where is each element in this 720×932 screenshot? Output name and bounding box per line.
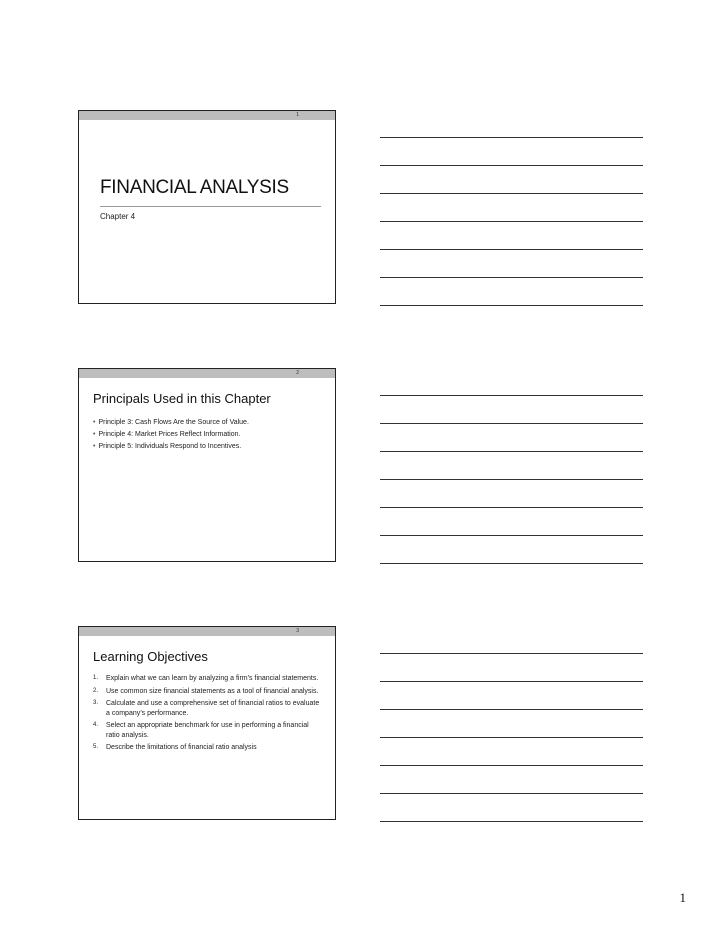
note-line <box>380 507 643 508</box>
note-line <box>380 165 643 166</box>
slide-title: Principals Used in this Chapter <box>93 391 271 406</box>
bullet-icon: • <box>93 431 96 438</box>
note-line <box>380 793 643 794</box>
bullet-item: • Principle 4: Market Prices Reflect Information. <box>93 431 241 438</box>
bullet-icon: • <box>93 443 96 450</box>
slide-1 <box>78 110 336 304</box>
note-line <box>380 423 643 424</box>
note-line <box>380 479 643 480</box>
slide-number: 1 <box>296 112 299 118</box>
note-line <box>380 451 643 452</box>
slide-header-bar <box>79 369 335 378</box>
note-line <box>380 681 643 682</box>
note-line <box>380 709 643 710</box>
note-line <box>380 395 643 396</box>
objectives-list <box>93 674 323 756</box>
note-line <box>380 653 643 654</box>
list-item: 5. Describe the limitations of financial ratio analysis <box>93 744 257 751</box>
bullet-item: • Principle 5: Individuals Respond to Incentives. <box>93 443 242 450</box>
bullet-icon: • <box>93 419 96 426</box>
note-line <box>380 535 643 536</box>
note-line <box>380 821 643 822</box>
bullet-list <box>93 417 249 453</box>
list-item: 1. Explain what we can learn by analyzing a firm’s financial statements. <box>93 675 319 682</box>
note-line <box>380 737 643 738</box>
note-line <box>380 137 643 138</box>
list-item: 4. Select an appropriate benchmark for use in performing a financial ratio analysis. <box>93 722 309 739</box>
slide-title: FINANCIAL ANALYSIS <box>100 177 289 198</box>
note-line <box>380 249 643 250</box>
slide-subtitle: Chapter 4 <box>100 212 136 221</box>
slide-header-bar <box>79 111 335 120</box>
note-line <box>380 563 643 564</box>
list-item: 3. Calculate and use a comprehensive set of financial ratios to evaluate a company’s performance. <box>93 700 320 717</box>
slide-2 <box>78 368 336 562</box>
note-line <box>380 193 643 194</box>
slide-3 <box>78 626 336 820</box>
slide-number: 2 <box>296 370 299 376</box>
note-line <box>380 221 643 222</box>
bullet-item: • Principle 3: Cash Flows Are the Source of Value. <box>93 419 249 426</box>
slide-header-bar <box>79 627 335 636</box>
list-item: 2. Use common size financial statements as a tool of financial analysis. <box>93 687 319 695</box>
note-line <box>380 277 643 278</box>
note-line <box>380 305 643 306</box>
page-number: 1 <box>679 890 686 905</box>
title-divider <box>100 206 321 207</box>
slide-number: 3 <box>296 628 299 634</box>
note-line <box>380 765 643 766</box>
slide-title: Learning Objectives <box>93 649 208 664</box>
